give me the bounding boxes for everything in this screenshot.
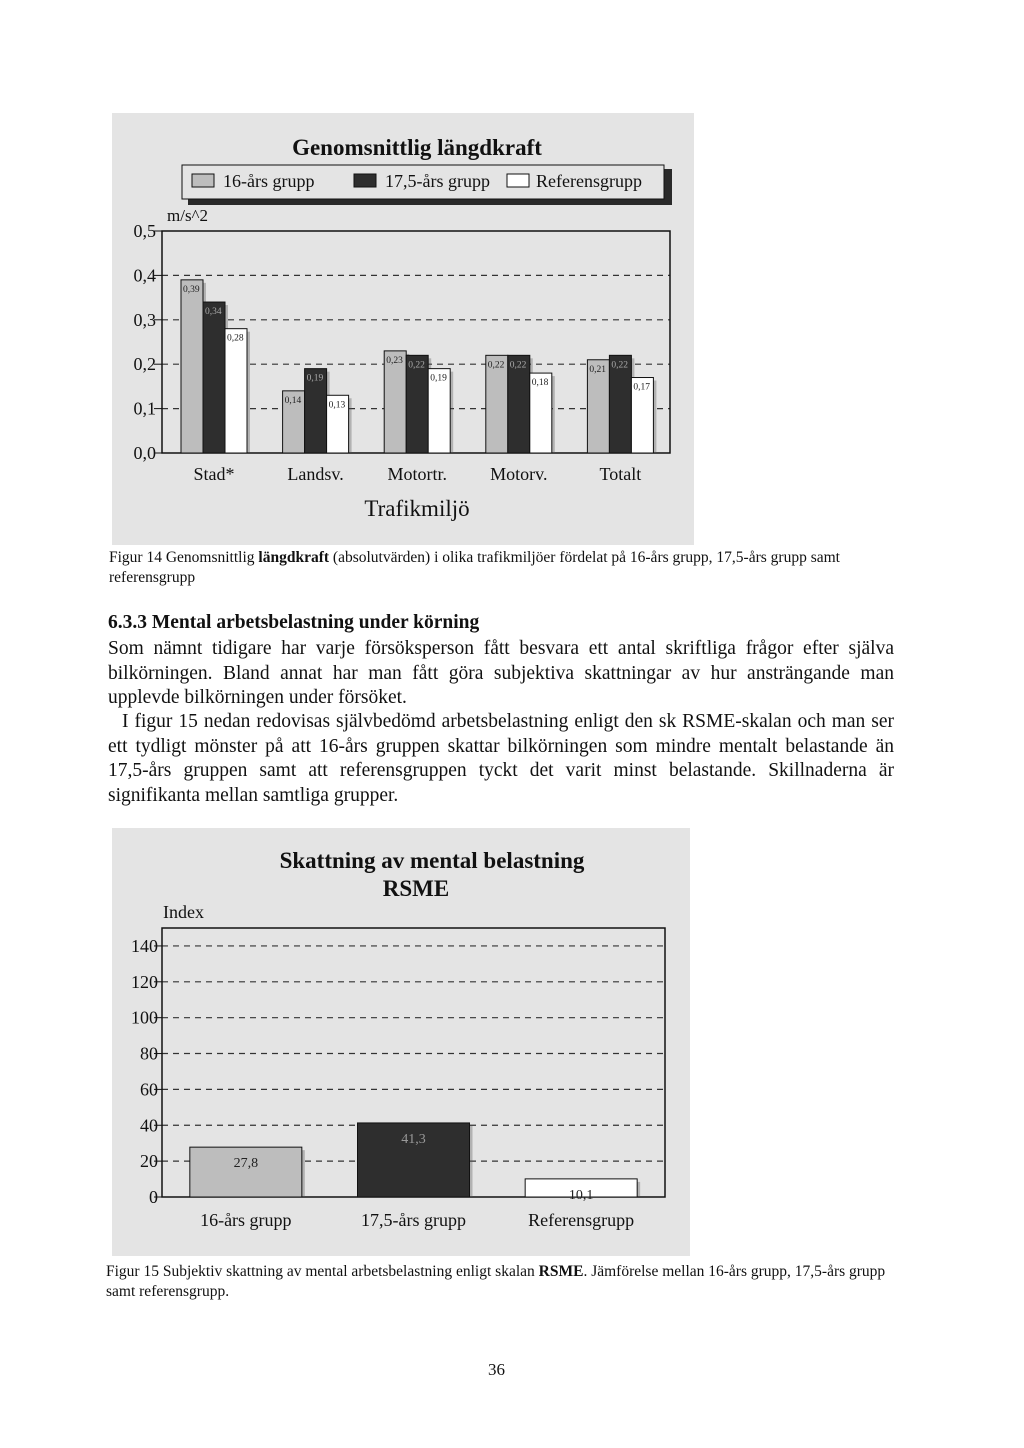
bar-value-label: 0,19 xyxy=(430,373,447,384)
y-tick-label: 20 xyxy=(140,1151,158,1172)
bar-value-label: 0,21 xyxy=(589,364,607,375)
legend-label-ref: Referensgrupp xyxy=(536,171,642,191)
bar-value-label: 41,3 xyxy=(401,1131,426,1147)
bar xyxy=(203,302,225,453)
bar xyxy=(225,329,247,453)
x-tick-label: Stad* xyxy=(193,464,235,484)
legend-swatch-ref xyxy=(507,174,529,187)
bar-value-label: 0,39 xyxy=(183,284,200,295)
y-tick-label: 40 xyxy=(140,1115,158,1136)
y-tick-label: 140 xyxy=(131,935,158,956)
figure-15-caption: Figur 15 Subjektiv skattning av mental arbetsbelastning enligt skalan RSME. Jämförelse mellan 16-års grupp, 17,5-års grupp samt referensgrupp. xyxy=(106,1263,886,1300)
x-tick-label: Totalt xyxy=(599,464,642,484)
section-heading: 6.3.3 Mental arbetsbelastning under körning xyxy=(108,612,480,633)
chart-legend xyxy=(182,165,672,205)
y-tick-label: 0,1 xyxy=(133,398,156,419)
fig15-plot-area xyxy=(131,928,665,1230)
figure-15-chart xyxy=(112,828,690,1256)
bar-value-label: 0,22 xyxy=(509,360,527,371)
x-tick-label: 17,5-års grupp xyxy=(361,1210,466,1230)
fig14-plot-area xyxy=(134,221,671,484)
y-axis-unit: m/s^2 xyxy=(167,206,209,225)
legend-swatch-16 xyxy=(192,174,214,187)
x-tick-label: Motorv. xyxy=(490,464,548,484)
bar-value-label: 0,23 xyxy=(386,355,403,366)
chart-subtitle: RSME xyxy=(382,876,450,901)
x-tick-label: Motortr. xyxy=(387,464,447,484)
chart-title: Skattning av mental belastning xyxy=(279,848,585,873)
y-tick-label: 0,5 xyxy=(133,221,156,241)
bar xyxy=(384,351,406,453)
body-paragraph-1: Som nämnt tidigare har varje försöksperson fått besvara ett antal skriftliga frågor efter själva bilkörningen. Bland annat har man fått göra subjektiva skattningar av hur ansträngande man upplevde bilkörningen under försöket. xyxy=(108,638,894,708)
y-axis-unit: Index xyxy=(163,902,204,922)
x-tick-label: 16-års grupp xyxy=(200,1210,292,1230)
bar-value-label: 0,22 xyxy=(408,360,425,371)
longitudinal-force-chart-svg xyxy=(112,113,694,545)
x-tick-label: Referensgrupp xyxy=(528,1210,635,1230)
y-tick-label: 0,2 xyxy=(133,354,156,375)
page-number: 36 xyxy=(488,1360,505,1379)
chart-title: Genomsnittlig längdkraft xyxy=(292,135,542,160)
bar-value-label: 27,8 xyxy=(233,1156,259,1172)
bar-value-label: 10,1 xyxy=(568,1187,594,1203)
y-tick-label: 120 xyxy=(131,971,158,992)
bar-value-label: 0,22 xyxy=(611,360,629,371)
rsme-chart-svg xyxy=(112,828,690,1256)
body-paragraph-2: I figur 15 nedan redovisas självbedömd arbetsbelastning enligt den sk RSME-skalan och man ser ett tydligt mönster på att 16-års gruppen skattar bilkörningen som mindre mentalt belastande än 17,5-års gruppen samt att referensgruppen tyckt det varit minst belastande. Skillnaderna är signifikanta mellan samtliga grupper. xyxy=(108,711,894,806)
y-tick-label: 0,4 xyxy=(133,265,156,286)
bar-value-label: 0,19 xyxy=(306,373,324,384)
y-tick-label: 0,0 xyxy=(133,443,156,463)
bar-value-label: 0,13 xyxy=(328,400,346,411)
bar-value-label: 0,17 xyxy=(633,382,651,393)
bar-value-label: 0,28 xyxy=(227,333,244,344)
bar xyxy=(190,1147,302,1197)
y-tick-label: 0 xyxy=(149,1187,158,1207)
figure-14-caption: Figur 14 Genomsnittlig längdkraft (absolutvärden) i olika trafikmiljöer fördelat på 16-års grupp, 17,5-års grupp samt referensgrupp xyxy=(109,549,840,586)
x-axis-label: Trafikmiljö xyxy=(364,496,470,521)
bar-value-label: 0,34 xyxy=(205,307,222,318)
legend-label-16: 16-års grupp xyxy=(223,171,315,191)
legend-swatch-17-5 xyxy=(354,174,376,187)
figure-14-chart xyxy=(112,113,694,545)
y-tick-label: 100 xyxy=(131,1007,158,1028)
bar-value-label: 0,22 xyxy=(487,360,505,371)
bar-value-label: 0,14 xyxy=(284,395,302,406)
y-tick-label: 80 xyxy=(140,1043,158,1064)
legend-label-17-5: 17,5-års grupp xyxy=(385,171,490,191)
y-tick-label: 0,3 xyxy=(133,309,156,330)
x-tick-label: Landsv. xyxy=(287,464,344,484)
y-tick-label: 60 xyxy=(140,1079,158,1100)
bar-value-label: 0,18 xyxy=(531,378,549,389)
bar xyxy=(181,280,203,453)
